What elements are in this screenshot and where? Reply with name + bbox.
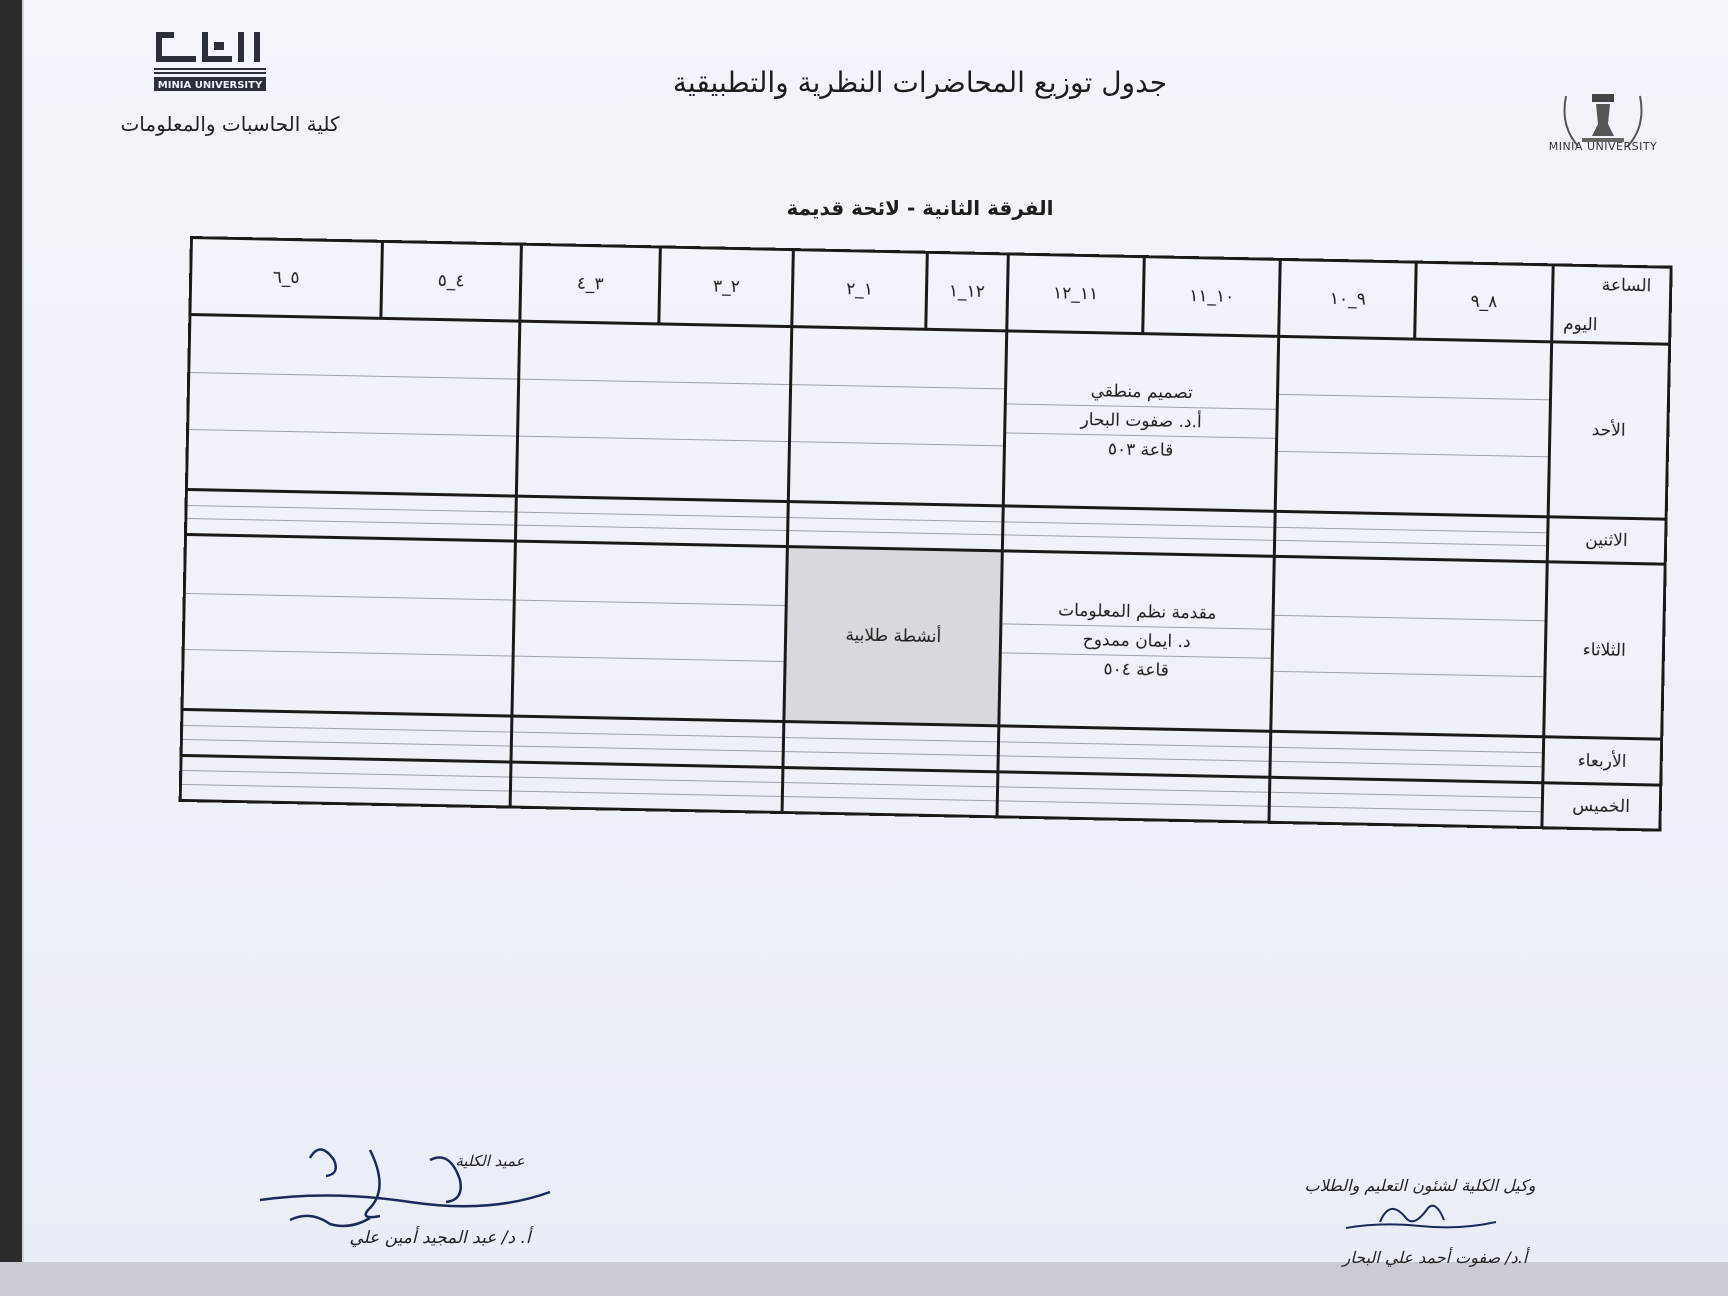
hour-header: ٥_٦: [190, 238, 383, 319]
empty-slot: [997, 772, 1270, 823]
logo-text: MINIA UNIVERSITY: [157, 80, 263, 91]
course-room: قاعة ٥٠٤: [1103, 659, 1169, 682]
vice-dean-title: وكيل الكلية لشئون التعليم والطلاب: [1304, 1176, 1536, 1195]
schedule-table: [179, 236, 1673, 832]
course-name: تصميم منطقي: [1007, 375, 1277, 409]
empty-slot: [180, 755, 511, 807]
course-teacher: د. ايمان ممدوح: [1002, 625, 1272, 659]
course-slot: [1003, 331, 1279, 512]
day-label: الخميس: [1542, 782, 1661, 830]
empty-slot: [516, 321, 792, 502]
empty-slot: [186, 490, 517, 542]
empty-slot: [1002, 506, 1275, 557]
course-room: قاعة ٥٠٣: [1107, 439, 1174, 461]
empty-slot: [1271, 557, 1547, 738]
empty-slot: [516, 496, 789, 547]
scan-background: [0, 1262, 1728, 1296]
empty-slot: [182, 535, 516, 717]
dean-name: أ. د/ عبد المجيد أمين علي: [349, 1228, 531, 1248]
hour-header: ٣_٤: [520, 244, 661, 324]
hour-header: ١١_١٢: [1007, 254, 1145, 334]
vice-dean-signature: [1340, 1192, 1500, 1242]
university-logo-text: MINIA UNIVERSITY: [1548, 140, 1658, 153]
hour-header: ١٢_١: [925, 252, 1008, 331]
empty-slot: [789, 327, 1007, 506]
faculty-logo: [150, 30, 280, 102]
corner-hour-label: الساعة: [1601, 275, 1652, 297]
empty-slot: [186, 315, 520, 497]
day-label: الأربعاء: [1542, 737, 1661, 785]
hour-header: ٩_١٠: [1279, 259, 1417, 339]
day-label: الاثنين: [1547, 517, 1666, 565]
day-row-tuesday: [182, 535, 1665, 740]
empty-slot: [1275, 511, 1548, 562]
vice-dean-name: أ.د/ صفوت أحمد علي البحار: [1342, 1248, 1528, 1267]
empty-slot: [788, 502, 1003, 552]
empty-slot: [510, 762, 783, 813]
corner-cell: [1551, 265, 1671, 344]
empty-slot: [1270, 732, 1543, 783]
student-activities-slot: أنشطة طلابية: [784, 547, 1002, 726]
faculty-name: كلية الحاسبات والمعلومات: [120, 112, 340, 136]
empty-slot: [783, 722, 998, 772]
course-name: مقدمة نظم المعلومات: [1002, 596, 1272, 630]
hour-header: ٤_٥: [381, 241, 522, 321]
hour-header: ٨_٩: [1415, 262, 1553, 342]
day-row-sunday: [186, 315, 1669, 520]
hour-header: ٢_٣: [659, 247, 794, 327]
day-label: الأحد: [1548, 342, 1670, 519]
course-slot: [999, 551, 1275, 732]
dean-signature: [250, 1130, 560, 1240]
empty-slot: [512, 541, 788, 722]
empty-slot: [998, 726, 1271, 777]
day-label: الثلاثاء: [1543, 562, 1665, 739]
empty-slot: [782, 767, 997, 817]
corner-day-label: اليوم: [1562, 314, 1598, 336]
hour-header: ١٠_١١: [1143, 257, 1281, 337]
empty-slot: [511, 717, 784, 768]
dean-title: عميد الكلية: [455, 1152, 525, 1170]
empty-slot: [181, 710, 512, 762]
empty-slot: [1269, 777, 1542, 828]
hour-header: ١_٢: [792, 250, 927, 330]
schedule-table-wrapper: [179, 236, 1673, 832]
page-subtitle: الفرقة الثانية - لائحة قديمة: [786, 196, 1054, 220]
page-title: جدول توزيع المحاضرات النظرية والتطبيقية: [672, 66, 1168, 99]
empty-slot: [1275, 336, 1551, 517]
course-teacher: أ.د. صفوت البحار: [1006, 404, 1276, 438]
